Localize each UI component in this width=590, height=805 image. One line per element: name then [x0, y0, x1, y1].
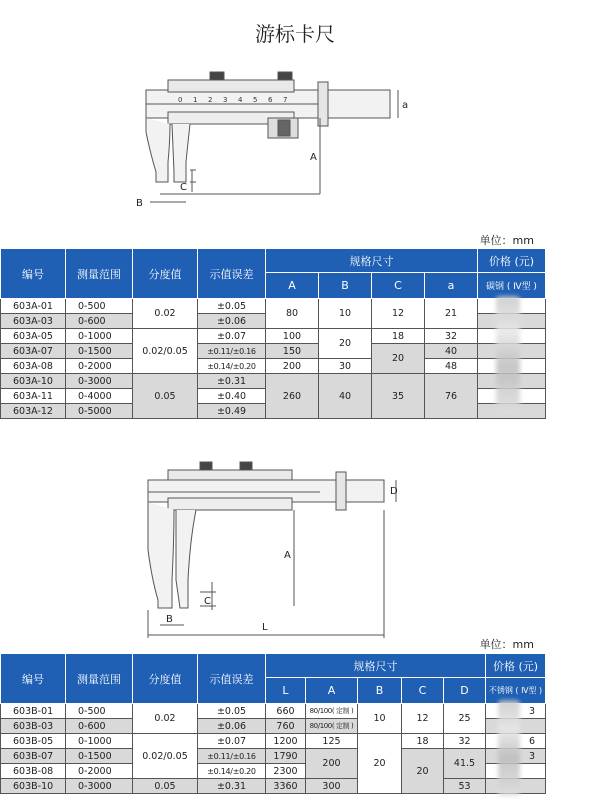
table-cell: 76	[425, 374, 478, 419]
table-cell: 603B-05	[1, 734, 66, 749]
spec-table-b	[0, 653, 546, 794]
price-redaction	[496, 296, 520, 414]
dim-a-label: a	[402, 100, 409, 111]
table-cell: ±0.49	[198, 404, 266, 419]
table-cell: 300	[306, 779, 358, 794]
table-cell: 35	[372, 374, 425, 419]
unit-label: 单位：mm	[479, 234, 534, 247]
table-cell: 0-2000	[66, 764, 133, 779]
table-row	[1, 734, 546, 749]
table-cell: 150	[266, 344, 319, 359]
table-cell: 3	[486, 704, 546, 719]
table-row	[1, 749, 546, 764]
table-cell: 1200	[266, 734, 306, 749]
table-cell: ±0.31	[198, 374, 266, 389]
table-cell: 125	[306, 734, 358, 749]
header-graduation: 分度值	[133, 249, 198, 299]
table-cell: 12	[402, 704, 444, 734]
table-cell: 32	[444, 734, 486, 749]
table-cell: 260	[266, 374, 319, 419]
table-cell: 80/100( 定制 )	[306, 719, 358, 734]
table-cell: ±0.07	[198, 734, 266, 749]
caliper-a-diagram	[130, 62, 420, 217]
table-cell: 603A-07	[1, 344, 66, 359]
scale-tick: 7	[283, 96, 288, 104]
scale-tick: 4	[238, 96, 243, 104]
dim-A-label: A	[284, 550, 291, 561]
table-cell: ±0.07	[198, 329, 266, 344]
table-cell: 200	[266, 359, 319, 374]
table-row	[1, 779, 546, 794]
table-cell: 0-500	[66, 299, 133, 314]
caliper-b-diagram	[140, 460, 410, 640]
table-cell: 40	[425, 344, 478, 359]
table-cell: 0-600	[66, 719, 133, 734]
table-cell: 0.02	[133, 704, 198, 734]
dim-C-label: C	[204, 596, 211, 607]
table-row	[1, 299, 546, 314]
table-cell: 603A-12	[1, 404, 66, 419]
header-C: C	[402, 678, 444, 704]
table-cell: ±0.06	[198, 314, 266, 329]
table-cell: ±0.14/±0.20	[198, 764, 266, 779]
dim-B-label: B	[136, 198, 143, 209]
table-cell: 18	[402, 734, 444, 749]
table-cell: 0-1500	[66, 344, 133, 359]
header-spec: 规格尺寸	[266, 249, 478, 273]
table-cell: 53	[444, 779, 486, 794]
table-row	[1, 329, 546, 344]
scale-tick: 1	[193, 96, 198, 104]
dim-L-label: L	[262, 622, 268, 633]
table-cell: ±0.14/±0.20	[198, 359, 266, 374]
table-cell: 40	[319, 374, 372, 419]
table-row	[1, 359, 546, 374]
price-redaction	[498, 700, 520, 796]
table-cell: 0.02	[133, 299, 198, 329]
table-cell: 100	[266, 329, 319, 344]
table-cell: 20	[372, 344, 425, 374]
table-cell: 603A-03	[1, 314, 66, 329]
table-cell: ±0.11/±0.16	[198, 344, 266, 359]
table-cell: 0-2000	[66, 359, 133, 374]
page-title: 游标卡尺	[255, 22, 335, 46]
table-cell: 0.05	[133, 374, 198, 419]
table-cell: 603A-11	[1, 389, 66, 404]
table-cell: 0-1000	[66, 329, 133, 344]
table-cell: 603A-01	[1, 299, 66, 314]
header-price: 价格 (元)	[486, 654, 546, 678]
scale-tick: 3	[223, 96, 228, 104]
header-model: 编号	[1, 654, 66, 704]
header-B: B	[358, 678, 402, 704]
table-cell: 603A-08	[1, 359, 66, 374]
header-range: 测量范围	[66, 654, 133, 704]
table-cell: 0-1000	[66, 734, 133, 749]
header-range: 测量范围	[66, 249, 133, 299]
table-cell: ±0.31	[198, 779, 266, 794]
table-cell: 0-3000	[66, 374, 133, 389]
table-cell: 603B-07	[1, 749, 66, 764]
table-cell: ±0.05	[198, 704, 266, 719]
dim-C-label: C	[180, 182, 187, 193]
table-cell: 20	[358, 734, 402, 794]
header-error: 示值误差	[198, 249, 266, 299]
table-cell: ±0.05	[198, 299, 266, 314]
header-material: 碳钢 ( Ⅳ型 )	[478, 273, 546, 299]
table-cell: 32	[425, 329, 478, 344]
table-cell: 80	[266, 299, 319, 329]
table-row	[1, 374, 546, 389]
table-cell: 0-3000	[66, 779, 133, 794]
table-cell: 12	[372, 299, 425, 329]
table-cell: 660	[266, 704, 306, 719]
header-error: 示值误差	[198, 654, 266, 704]
table-cell: 3	[486, 749, 546, 764]
header-A: A	[266, 273, 319, 299]
table-cell: 603B-08	[1, 764, 66, 779]
scale-tick: 2	[208, 96, 213, 104]
header-model: 编号	[1, 249, 66, 299]
header-D: D	[444, 678, 486, 704]
table-cell: 603A-10	[1, 374, 66, 389]
table-cell: 2300	[266, 764, 306, 779]
table-cell: 20	[402, 749, 444, 794]
table-cell: 603B-03	[1, 719, 66, 734]
table-cell: 0.02/0.05	[133, 329, 198, 374]
spec-table-a	[0, 248, 546, 419]
table-cell: 41.5	[444, 749, 486, 779]
header-material: 不锈钢 ( Ⅳ型 )	[486, 678, 546, 704]
table-cell: ±0.11/±0.16	[198, 749, 266, 764]
table-cell: 0-5000	[66, 404, 133, 419]
table-cell: 20	[319, 329, 372, 359]
table-cell: 603A-05	[1, 329, 66, 344]
table-cell: 48	[425, 359, 478, 374]
table-cell: 10	[358, 704, 402, 734]
dim-D-label: D	[390, 486, 398, 497]
table-cell: 3360	[266, 779, 306, 794]
table-cell: 0-600	[66, 314, 133, 329]
table-cell: 0.05	[133, 779, 198, 794]
header-graduation: 分度值	[133, 654, 198, 704]
scale-tick: 6	[268, 96, 273, 104]
table-cell: 6	[486, 734, 546, 749]
header-B: B	[319, 273, 372, 299]
table-cell: ±0.06	[198, 719, 266, 734]
header-A: A	[306, 678, 358, 704]
table-cell: 18	[372, 329, 425, 344]
table-cell: 760	[266, 719, 306, 734]
table-cell: 0-1500	[66, 749, 133, 764]
dim-A-label: A	[310, 152, 317, 163]
table-cell: 200	[306, 749, 358, 779]
header-spec: 规格尺寸	[266, 654, 486, 678]
scale-tick: 5	[253, 96, 258, 104]
table-cell: 25	[444, 704, 486, 734]
table-cell: 0.02/0.05	[133, 734, 198, 779]
table-cell: 80/100( 定制 )	[306, 704, 358, 719]
table-cell: 21	[425, 299, 478, 329]
table-cell: 10	[319, 299, 372, 329]
header-a: a	[425, 273, 478, 299]
table-cell: 603B-10	[1, 779, 66, 794]
table-cell: 1790	[266, 749, 306, 764]
table-cell: ±0.40	[198, 389, 266, 404]
table-row	[1, 704, 546, 719]
table-cell: 603B-01	[1, 704, 66, 719]
unit-label: 单位：mm	[479, 638, 534, 651]
table-cell: 0-4000	[66, 389, 133, 404]
table-cell: 0-500	[66, 704, 133, 719]
table-cell: 30	[319, 359, 372, 374]
header-L: L	[266, 678, 306, 704]
table-row	[1, 344, 546, 359]
scale-tick: 0	[178, 96, 183, 104]
header-C: C	[372, 273, 425, 299]
header-price: 价格 (元)	[478, 249, 546, 273]
dim-B-label: B	[166, 614, 173, 625]
